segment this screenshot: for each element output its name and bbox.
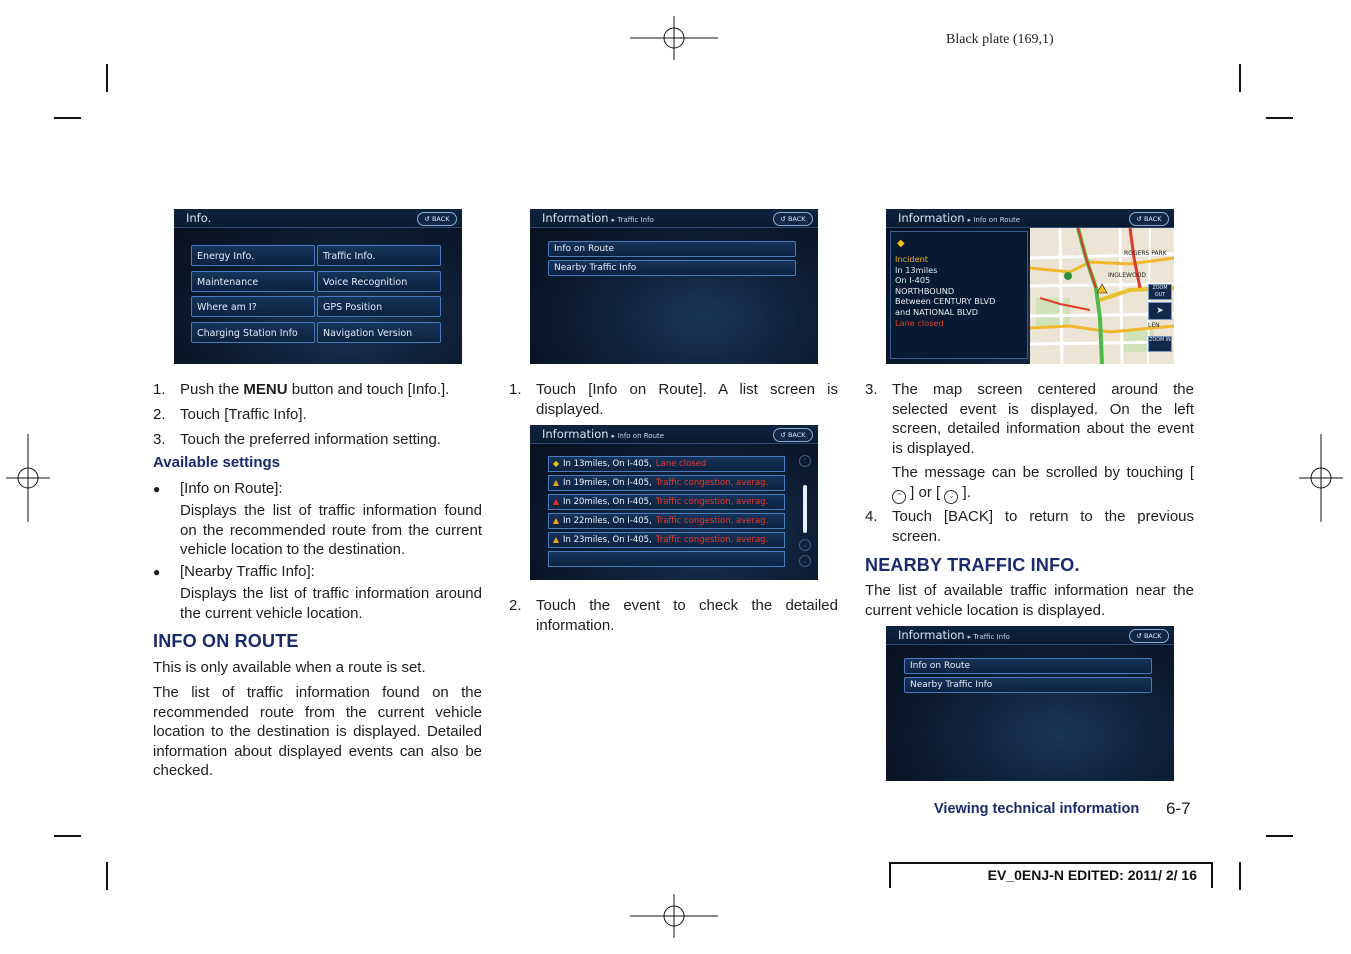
event-map-screen [886, 209, 1174, 364]
crop-mark [1266, 117, 1293, 119]
voice-recognition-button[interactable]: Voice Recognition [317, 271, 441, 292]
event-row[interactable]: ▲ In 20miles, On I-405, Traffic congestion, averag. [548, 494, 785, 510]
back-button[interactable]: ↺ BACK [773, 212, 813, 226]
col3-step-3-text: The map screen centered around the selected event is displayed. On the left screen, detailed information about the event is displayed. [892, 381, 1194, 457]
traffic-map[interactable] [1030, 228, 1174, 364]
step-2-text: Touch [Traffic Info]. [180, 406, 307, 423]
scroll-up-icon[interactable]: ⌃ [799, 455, 811, 467]
nearby-traffic-info-item[interactable]: Nearby Traffic Info [904, 677, 1152, 693]
incident-warning-icon: ◆ [552, 459, 560, 468]
congestion-arrow-icon: ▲ [552, 535, 560, 544]
scroll-up-dial-icon: ⌃ [892, 490, 906, 504]
registration-crosshair-left [6, 434, 50, 522]
screen-subtitle: ▸ Traffic Info [611, 216, 654, 224]
nearby-traffic-info-item[interactable]: Nearby Traffic Info [548, 260, 796, 276]
scroll-thumb[interactable] [803, 485, 807, 533]
screen-header [530, 209, 818, 228]
step-1-text: Push the MENU button and touch [Info.]. [180, 381, 450, 398]
back-button[interactable]: ↺ BACK [1129, 629, 1169, 643]
event-row[interactable]: ▲ In 22miles, On I-405, Traffic congestion, averag. [548, 513, 785, 529]
info-on-route-para-2: The list of traffic information found on the recommended route from the current vehicle location to the destination is displayed. Detailed information about displayed events can also be checked. [153, 684, 482, 779]
gps-position-button[interactable]: GPS Position [317, 296, 441, 317]
event-detail-text: Incident In 13miles On I-405 NORTHBOUND Between CENTURY BLVD and NATIONAL BLVD Lane closed [895, 254, 996, 328]
nearby-traffic-heading: NEARBY TRAFFIC INFO. [865, 555, 1080, 575]
crop-mark [1239, 862, 1241, 890]
step-number: 3. [153, 431, 166, 448]
event-row-empty [548, 551, 785, 567]
step-number: 1. [153, 381, 166, 398]
map-label: ROGERS PARK [1124, 250, 1167, 257]
screen-title: Information ▸ Traffic Info [542, 211, 654, 225]
crop-mark [1239, 64, 1241, 92]
info-on-route-screen [530, 425, 818, 580]
step-3-text: Touch the preferred information setting. [180, 431, 441, 448]
congestion-arrow-icon: ▲ [552, 478, 560, 487]
screen-header [530, 425, 818, 444]
step-number: 4. [865, 508, 878, 525]
zoom-in-button[interactable]: ZOOM IN [1148, 336, 1172, 352]
event-row[interactable]: ▲ In 19miles, On I-405, Traffic congestion, averag. [548, 475, 785, 491]
info-on-route-item[interactable]: Info on Route [904, 658, 1152, 674]
step-number: 1. [509, 381, 522, 398]
col2-step-1-text: Touch [Info on Route]. A list screen is displayed. [536, 381, 838, 418]
col2-step-2-text: Touch the event to check the detailed information. [536, 597, 838, 634]
congestion-arrow-icon: ▲ [552, 516, 560, 525]
congestion-arrow-icon: ▲ [552, 497, 560, 506]
scroll-note: The message can be scrolled by touching [ ⌃ ] or [ ⌄ ]. [892, 463, 1194, 504]
screen-subtitle: ▸ Traffic Info [967, 633, 1010, 641]
available-settings-heading: Available settings [153, 454, 280, 471]
setting-label-nearby-traffic: [Nearby Traffic Info]: [180, 563, 315, 580]
info-menu-screen [174, 209, 462, 364]
info-on-route-item[interactable]: Info on Route [548, 241, 796, 257]
event-detail-panel[interactable] [890, 231, 1028, 359]
list-scrollbar[interactable] [799, 455, 811, 567]
screen-title: Information ▸ Info on Route [542, 427, 665, 441]
crop-mark [106, 862, 108, 890]
traffic-info-button[interactable]: Traffic Info. [317, 245, 441, 266]
where-am-i-button[interactable]: Where am I? [191, 296, 315, 317]
event-row[interactable]: ◆ In 13miles, On I-405, Lane closed [548, 456, 785, 472]
back-button[interactable]: ↺ BACK [417, 212, 457, 226]
map-label: INGLEWOOD [1108, 272, 1147, 279]
bullet: ● [153, 482, 161, 496]
step-number: 2. [153, 406, 166, 423]
nearby-traffic-screen [886, 626, 1174, 781]
navigation-version-button[interactable]: Navigation Version [317, 322, 441, 343]
screen-title: Info. [186, 211, 212, 225]
compass-icon[interactable]: ➤ [1148, 302, 1172, 320]
scroll-down-icon[interactable]: ⌄ [799, 539, 811, 551]
incident-warning-icon: ◆ [897, 238, 905, 249]
info-on-route-heading: INFO ON ROUTE [153, 631, 299, 651]
screen-header [886, 626, 1174, 645]
registration-crosshair-right [1299, 434, 1343, 522]
screen-title: Information ▸ Traffic Info [898, 628, 1010, 642]
screen-subtitle: ▸ Info on Route [611, 432, 665, 440]
info-on-route-para-1: This is only available when a route is set. [153, 659, 426, 676]
crop-mark [54, 117, 81, 119]
registration-crosshair-bottom [630, 894, 718, 938]
maintenance-button[interactable]: Maintenance [191, 271, 315, 292]
event-row[interactable]: ▲ In 23miles, On I-405, Traffic congestion, averag. [548, 532, 785, 548]
col3-step-4-text: Touch [BACK] to return to the previous screen. [892, 508, 1194, 545]
charging-station-info-button[interactable]: Charging Station Info [191, 322, 315, 343]
back-button[interactable]: ↺ BACK [773, 428, 813, 442]
traffic-info-screen [530, 209, 818, 364]
setting-desc-info-on-route: Displays the list of traffic information found on the recommended route from the current vehicle location to the destination. [180, 502, 482, 558]
setting-label-info-on-route: [Info on Route]: [180, 480, 283, 497]
nearby-traffic-para: The list of available traffic information near the current vehicle location is displayed. [865, 582, 1194, 619]
scroll-down-dial-icon: ⌄ [944, 490, 958, 504]
registration-crosshair-top [630, 16, 718, 60]
energy-info-button[interactable]: Energy Info. [191, 245, 315, 266]
step-number: 2. [509, 597, 522, 614]
screen-title: Information ▸ Info on Route [898, 211, 1021, 225]
screen-header [886, 209, 1174, 228]
crop-mark [54, 835, 81, 837]
footer-section-title: Viewing technical information [934, 801, 1140, 817]
plate-label: Black plate (169,1) [946, 32, 1054, 47]
page-number: 6-7 [1166, 799, 1191, 818]
map-label: LEN [1148, 322, 1160, 329]
zoom-out-button[interactable]: ZOOM OUT [1148, 284, 1172, 300]
bullet: ● [153, 565, 161, 579]
screen-subtitle: ▸ Info on Route [967, 216, 1021, 224]
setting-desc-nearby-traffic: Displays the list of traffic information around the current vehicle location. [180, 585, 482, 622]
back-button[interactable]: ↺ BACK [1129, 212, 1169, 226]
edited-stamp-box [889, 862, 1213, 888]
edited-stamp: EV_0ENJ-N EDITED: 2011/ 2/ 16 [987, 867, 1197, 883]
crop-mark [106, 64, 108, 92]
step-number: 3. [865, 381, 878, 398]
scroll-bottom-icon[interactable]: ⌄ [799, 555, 811, 567]
crop-mark [1266, 835, 1293, 837]
screen-header [174, 209, 462, 228]
